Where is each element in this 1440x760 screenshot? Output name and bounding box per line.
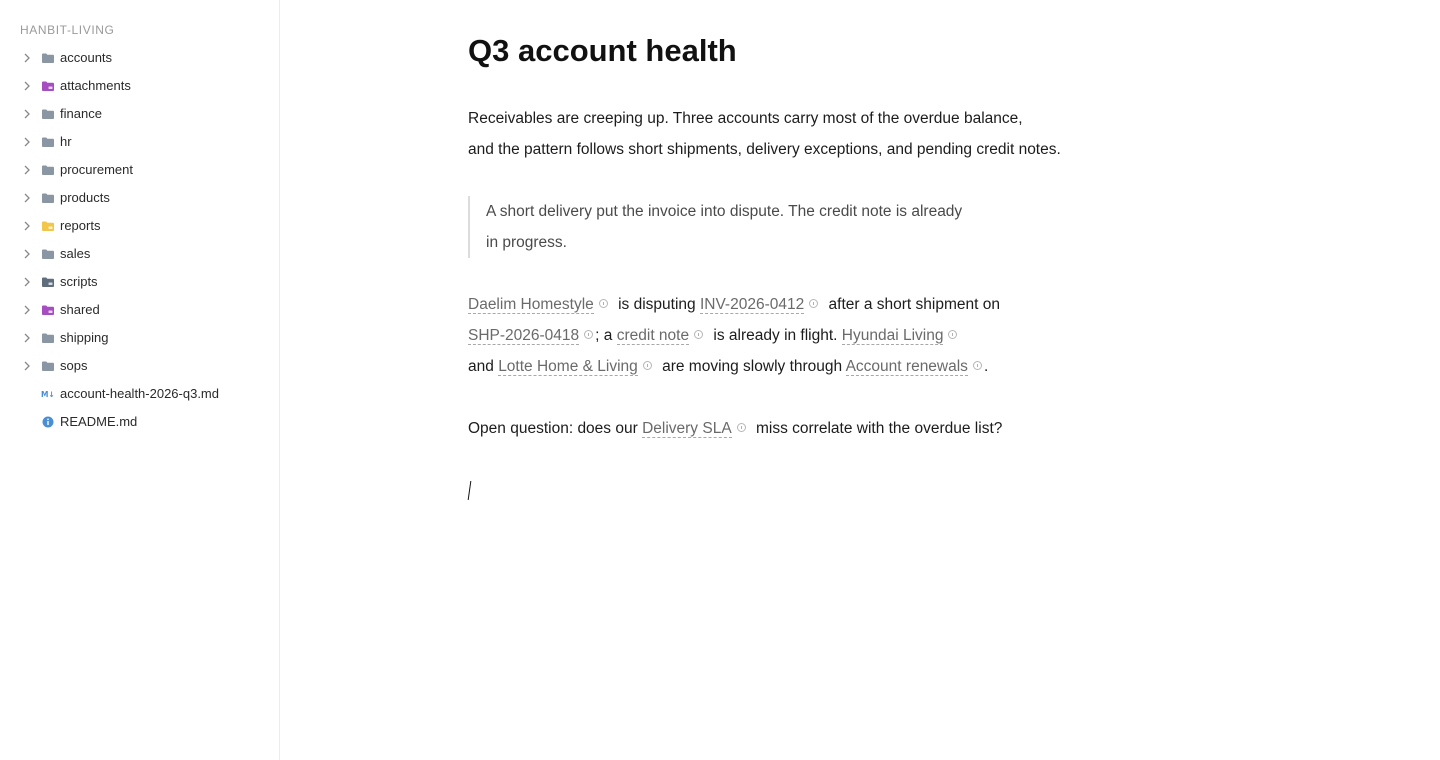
paragraph-intro xyxy=(468,103,1148,165)
tree-folder-products[interactable] xyxy=(0,184,279,212)
tree-folder-shipping[interactable] xyxy=(0,324,279,352)
paragraph-line: Receivables are creeping up. Three accounts carry most of the overdue balance, xyxy=(468,110,1023,127)
link-lotte-home-living[interactable]: Lotte Home & Living xyxy=(498,358,638,375)
tree-folder-sales[interactable] xyxy=(0,240,279,268)
text: Open question: does our xyxy=(468,420,638,437)
chevron-right-icon[interactable] xyxy=(21,220,33,232)
info-icon xyxy=(41,416,55,428)
folder-icon xyxy=(41,136,55,148)
tree-item-label: sops xyxy=(60,358,88,373)
tree-folder-sops[interactable] xyxy=(0,352,279,380)
tree-file[interactable] xyxy=(0,380,279,408)
chevron-right-icon[interactable] xyxy=(21,304,33,316)
blockquote xyxy=(468,196,1046,258)
tree-folder-accounts[interactable] xyxy=(0,44,279,72)
paragraph-question xyxy=(468,413,1148,444)
paragraph-line xyxy=(468,351,1088,382)
tree-item-label: shared xyxy=(60,302,100,317)
tree-item-label: accounts xyxy=(60,50,113,65)
folder-icon xyxy=(41,192,55,204)
tree-folder-procurement[interactable] xyxy=(0,156,279,184)
tree-item-label: procurement xyxy=(60,162,133,177)
link-account-renewals[interactable]: Account renewals xyxy=(845,358,968,375)
info-icon[interactable] xyxy=(694,330,703,339)
tree-folder-reports[interactable] xyxy=(0,212,279,240)
paragraph-line: and the pattern follows short shipments, delivery exceptions, and pending credit notes. xyxy=(468,141,1061,158)
link-credit-note[interactable]: credit note xyxy=(616,327,690,344)
chevron-right-icon[interactable] xyxy=(21,136,33,148)
info-icon[interactable] xyxy=(809,299,818,308)
markdown-icon xyxy=(41,388,55,400)
quote-line: A short delivery put the invoice into dispute. The credit note is already xyxy=(486,203,963,220)
info-icon[interactable] xyxy=(584,330,593,339)
chevron-right-icon[interactable] xyxy=(21,332,33,344)
tree-folder-attachments[interactable] xyxy=(0,72,279,100)
text: after a short shipment on xyxy=(828,296,1000,313)
tree-item-label: README.md xyxy=(60,414,138,429)
text: ; a xyxy=(595,327,613,344)
page-title: Q3 account health xyxy=(468,33,737,68)
paragraph-line xyxy=(468,413,1148,444)
chevron-right-icon[interactable] xyxy=(21,276,33,288)
tree-item-label: products xyxy=(60,190,110,205)
text: are moving slowly through xyxy=(662,358,843,375)
tree-folder-hr[interactable] xyxy=(0,128,279,156)
tree-folder-scripts[interactable] xyxy=(0,268,279,296)
svg-text:M↓: M↓ xyxy=(41,390,55,399)
tree-item-label: account-health-2026-q3.md xyxy=(60,386,219,401)
tree-item-label: finance xyxy=(60,106,102,121)
link-inv-2026-0412[interactable]: INV-2026-0412 xyxy=(699,296,805,313)
folder-icon xyxy=(41,108,55,120)
info-icon[interactable] xyxy=(973,361,982,370)
link-shp-2026-0418[interactable]: SHP-2026-0418 xyxy=(468,327,580,344)
scripts-folder-icon xyxy=(41,276,55,288)
info-icon[interactable] xyxy=(643,361,652,370)
folder-icon xyxy=(41,332,55,344)
tree-item-label: sales xyxy=(60,246,91,261)
chevron-right-icon[interactable] xyxy=(21,108,33,120)
info-icon[interactable] xyxy=(948,330,957,339)
file-tree xyxy=(0,44,279,436)
tree-file[interactable] xyxy=(0,408,279,436)
text: miss correlate with the overdue list? xyxy=(755,420,1003,437)
paragraph-line xyxy=(468,320,1088,351)
link-daelim-homestyle[interactable]: Daelim Homestyle xyxy=(468,296,594,313)
chevron-right-icon[interactable] xyxy=(21,248,33,260)
tree-folder-finance[interactable] xyxy=(0,100,279,128)
document-editor[interactable] xyxy=(468,30,1168,437)
text: and xyxy=(468,358,494,375)
link-delivery-sla[interactable]: Delivery SLA xyxy=(642,420,732,437)
chevron-right-icon[interactable] xyxy=(21,360,33,372)
paragraph-line xyxy=(468,289,1088,320)
text-cursor xyxy=(468,481,472,500)
folder-icon xyxy=(41,360,55,372)
file-explorer-sidebar xyxy=(0,0,280,760)
quote-line: in progress. xyxy=(486,234,567,251)
tree-item-label: reports xyxy=(60,218,101,233)
attachments-folder-icon xyxy=(41,80,55,92)
workspace-title: HANBIT-LIVING xyxy=(20,23,115,37)
chevron-right-icon[interactable] xyxy=(21,80,33,92)
text: is already in flight. xyxy=(713,327,838,344)
chevron-right-icon[interactable] xyxy=(21,52,33,64)
chevron-right-icon[interactable] xyxy=(21,164,33,176)
link-hyundai-living[interactable]: Hyundai Living xyxy=(841,327,944,344)
tree-item-label: hr xyxy=(60,134,72,149)
paragraph-accounts xyxy=(468,289,1088,382)
tree-item-label: shipping xyxy=(60,330,109,345)
chevron-right-icon[interactable] xyxy=(21,192,33,204)
tree-folder-shared[interactable] xyxy=(0,296,279,324)
info-icon[interactable] xyxy=(737,423,746,432)
text: . xyxy=(983,358,989,375)
shared-folder-icon xyxy=(41,304,55,316)
tree-item-label: scripts xyxy=(60,274,98,289)
folder-icon xyxy=(41,248,55,260)
info-icon[interactable] xyxy=(599,299,608,308)
reports-folder-icon xyxy=(41,220,55,232)
text: is disputing xyxy=(618,296,696,313)
folder-icon xyxy=(41,52,55,64)
folder-icon xyxy=(41,164,55,176)
tree-item-label: attachments xyxy=(60,78,131,93)
